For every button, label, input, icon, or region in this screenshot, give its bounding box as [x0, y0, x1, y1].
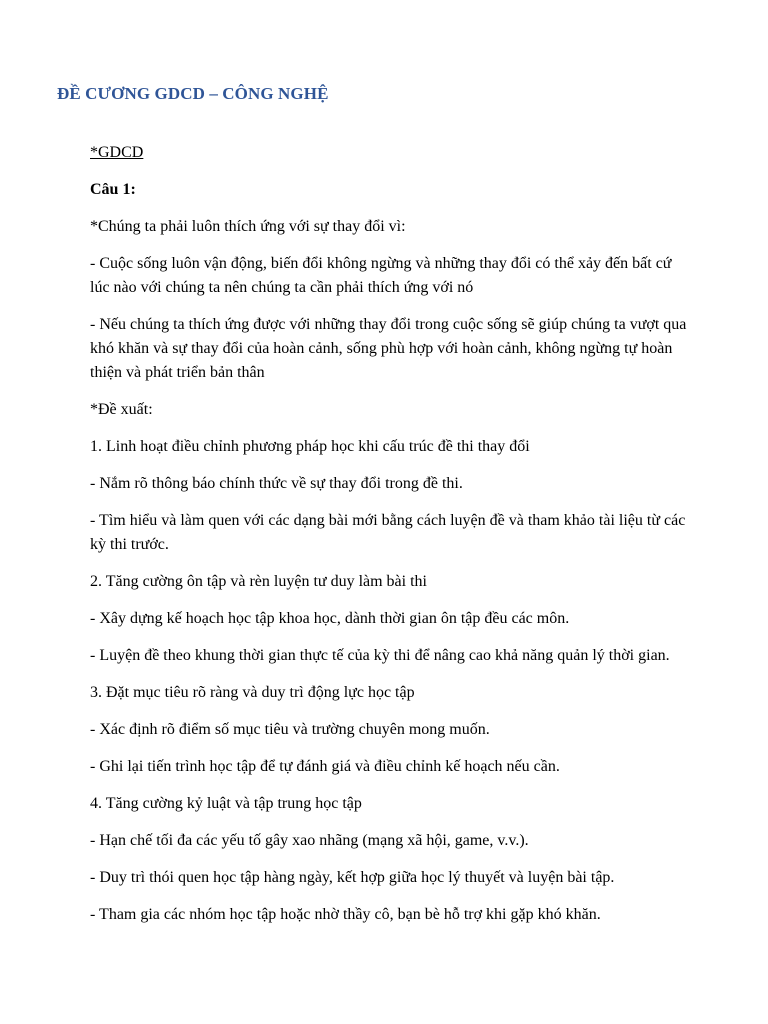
paragraph-item-3-point-2: - Ghi lại tiến trình học tập để tự đánh giá và điều chỉnh kế hoạch nếu cần.	[90, 758, 560, 775]
paragraph-proposal-heading: *Đề xuất:	[90, 401, 153, 418]
paragraph-reason-1: - Cuộc sống luôn vận động, biến đổi không ngừng và những thay đổi có thể xảy đến bất cứ lúc nào với chúng ta nên chúng ta cần phải thích ứng với nó	[90, 255, 672, 296]
paragraph-item-3-point-1: - Xác định rõ điểm số mục tiêu và trường chuyên mong muốn.	[90, 721, 490, 738]
section-label: *GDCD	[90, 144, 144, 161]
paragraph-item-1-point-2: - Tìm hiểu và làm quen với các dạng bài mới bằng cách luyện đề và tham khảo tài liệu từ các kỳ thi trước.	[90, 512, 686, 553]
paragraph-item-1: 1. Linh hoạt điều chỉnh phương pháp học khi cấu trúc đề thi thay đổi	[90, 438, 530, 455]
paragraph-item-4-point-2: - Duy trì thói quen học tập hàng ngày, kết hợp giữa học lý thuyết và luyện bài tập.	[90, 869, 615, 886]
paragraph-item-4-point-3: - Tham gia các nhóm học tập hoặc nhờ thầy cô, bạn bè hỗ trợ khi gặp khó khăn.	[90, 906, 601, 923]
paragraph-item-3: 3. Đặt mục tiêu rõ ràng và duy trì động lực học tập	[90, 684, 415, 701]
paragraph-item-4-point-1: - Hạn chế tối đa các yếu tố gây xao nhãng (mạng xã hội, game, v.v.).	[90, 832, 529, 849]
paragraph-item-4: 4. Tăng cường kỷ luật và tập trung học tập	[90, 795, 362, 812]
paragraph-item-2-point-1: - Xây dựng kế hoạch học tập khoa học, dành thời gian ôn tập đều các môn.	[90, 610, 570, 627]
paragraph-item-2-point-2: - Luyện đề theo khung thời gian thực tế của kỳ thi để nâng cao khả năng quản lý thời gian.	[90, 647, 670, 664]
paragraph-item-2: 2. Tăng cường ôn tập và rèn luyện tư duy làm bài thi	[90, 573, 427, 590]
paragraph-intro: *Chúng ta phải luôn thích ứng với sự thay đổi vì:	[90, 218, 406, 235]
paragraph-reason-2: - Nếu chúng ta thích ứng được với những thay đổi trong cuộc sống sẽ giúp chúng ta vượt qua khó khăn và sự thay đổi của hoàn cảnh, sống phù hợp với hoàn cảnh, không ngừng tự hoàn thiện và phát triển bản thân	[90, 316, 687, 381]
question-label: Câu 1:	[90, 181, 136, 198]
paragraph-item-1-point-1: - Nắm rõ thông báo chính thức về sự thay đổi trong đề thi.	[90, 475, 463, 492]
document-title: ĐỀ CƯƠNG GDCD – CÔNG NGHỆ	[57, 84, 329, 103]
document-body	[90, 141, 690, 940]
